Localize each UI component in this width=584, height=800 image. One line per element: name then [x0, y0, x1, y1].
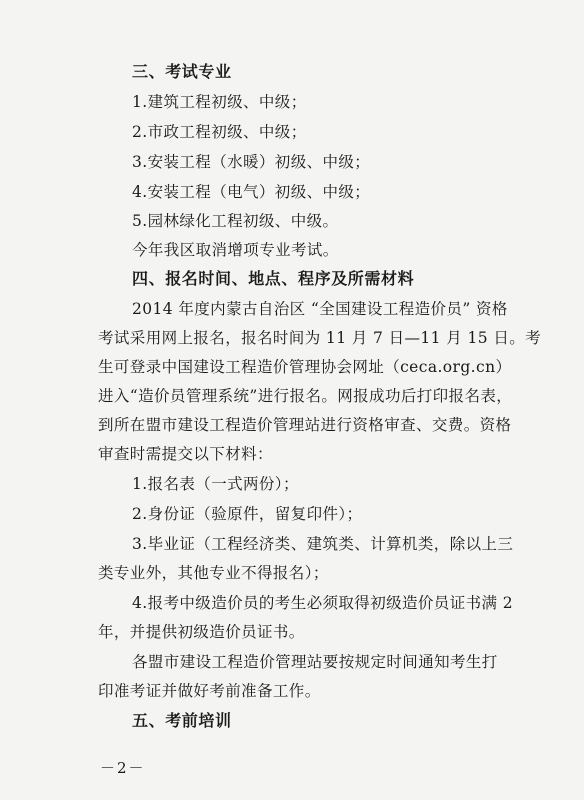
section4-paragraph-line-5: 到所在盟市建设工程造价管理站进行资格审查、交费。资格 [98, 416, 512, 434]
section3-item-1: 1.建筑工程初级、中级； [132, 93, 307, 111]
section3-item-3: 3.安装工程（水暖）初级、中级； [132, 153, 371, 171]
section3-note: 今年我区取消增项专业考试。 [132, 241, 339, 259]
section5-heading: 五、考前培训 [132, 711, 232, 730]
section4-item3-line-1: 3.毕业证（工程经济类、建筑类、计算机类，除以上三 [132, 535, 514, 553]
page-number: －2－ [100, 759, 146, 777]
section4-paragraph-line-4: 进入“造价员管理系统”进行报名。网报成功后打印报名表， [98, 387, 513, 405]
section4-heading: 四、报名时间、地点、程序及所需材料 [132, 269, 415, 288]
section4-paragraph-line-1: 2014 年度内蒙古自治区 “全国建设工程造价员” 资格 [132, 300, 508, 318]
section4-closing-line-1: 各盟市建设工程造价管理站要按规定时间通知考生打 [132, 653, 498, 671]
section3-item-5: 5.园林绿化工程初级、中级。 [132, 212, 339, 230]
section4-item4-line-2: 年，并提供初级造价员证书。 [98, 623, 305, 641]
section3-item-4: 4.安装工程（电气）初级、中级； [132, 183, 371, 201]
section4-item4-line-1: 4.报考中级造价员的考生必须取得初级造价员证书满 2 [132, 594, 513, 612]
section4-paragraph-line-6: 审查时需提交以下材料： [98, 445, 273, 463]
section3-item-2: 2.市政工程初级、中级； [132, 123, 307, 141]
section4-material-2: 2.身份证（验原件，留复印件）； [132, 505, 363, 523]
section4-paragraph-line-3: 生可登录中国建设工程造价管理协会网址（ceca.org.cn） [98, 358, 512, 376]
section4-closing-line-2: 印准考证并做好考前准备工作。 [98, 682, 321, 700]
section3-heading: 三、考试专业 [132, 62, 232, 81]
section4-material-1: 1.报名表（一式两份）； [132, 475, 299, 493]
section4-paragraph-line-2: 考试采用网上报名，报名时间为 11 月 7 日—11 月 15 日。考 [98, 329, 542, 347]
section4-item3-line-2: 类专业外，其他专业不得报名）； [98, 564, 329, 582]
